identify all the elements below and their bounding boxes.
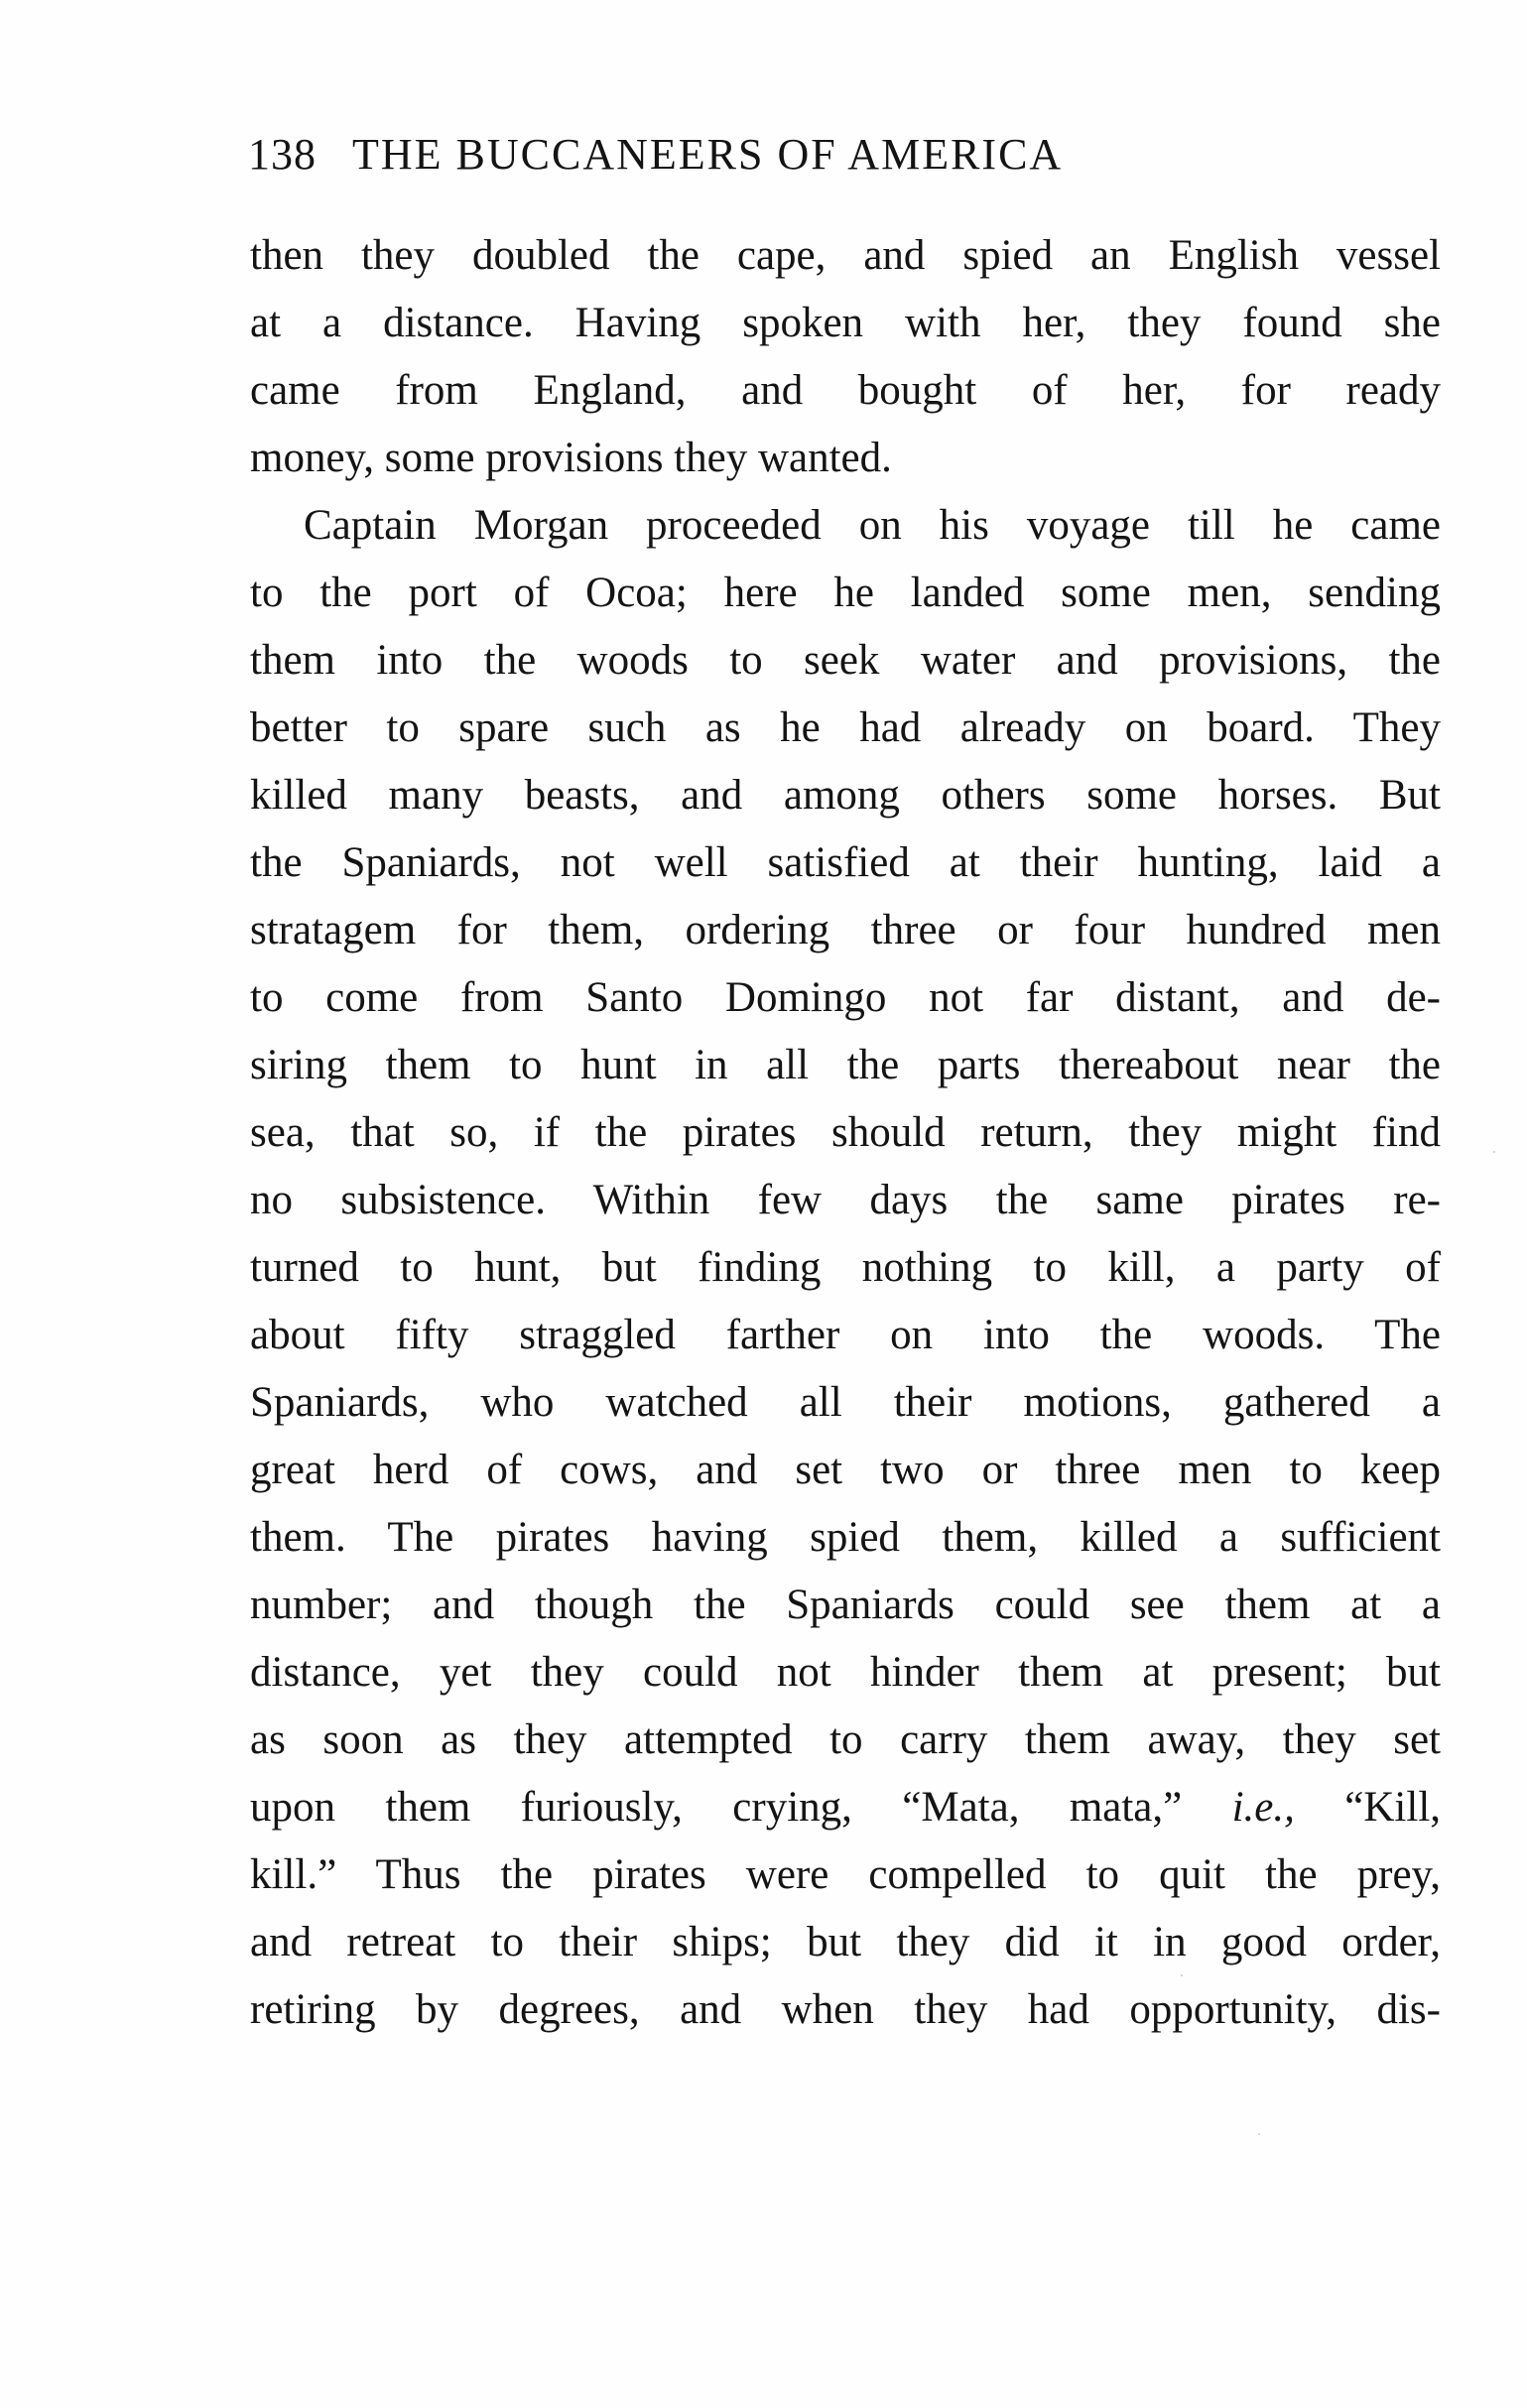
text-line: number; and though the Spaniards could see them at a: [250, 1582, 1441, 1628]
text-line: and retreat to their ships; but they did it in good order,: [250, 1919, 1441, 1965]
line-segment: upon them furiously, crying, “Mata, mata,”: [250, 1784, 1183, 1831]
page-number: 138: [248, 130, 317, 179]
text-line: the Spaniards, not well satisfied at their hunting, laid a: [250, 839, 1441, 886]
text-line: distance, yet they could not hinder them at present; but: [250, 1649, 1441, 1696]
text-line: sea, that so, if the pirates should return, they might find: [250, 1109, 1441, 1156]
line-segment: “Kill,: [1344, 1784, 1442, 1831]
text-line: Spaniards, who watched all their motions, gathered a: [250, 1379, 1441, 1426]
italic-abbreviation: i.e.,: [1231, 1784, 1295, 1831]
text-line: money, some provisions they wanted.: [250, 435, 892, 481]
text-line: siring them to hunt in all the parts thereabout near the: [250, 1042, 1441, 1088]
text-line: great herd of cows, and set two or three men to keep: [250, 1447, 1441, 1493]
text-line: as soon as they attempted to carry them away, they set: [250, 1716, 1441, 1763]
text-line: turned to hunt, but finding nothing to kill, a party of: [250, 1244, 1441, 1291]
text-line: kill.” Thus the pirates were compelled to quit the prey,: [250, 1851, 1441, 1898]
text-line: then they doubled the cape, and spied an English vessel: [250, 232, 1441, 279]
text-line: Captain Morgan proceeded on his voyage till he came: [304, 502, 1441, 549]
text-line: them into the woods to seek water and provisions, the: [250, 637, 1441, 684]
scan-speck: [1181, 1974, 1183, 1976]
text-line: stratagem for them, ordering three or four hundred men: [250, 907, 1441, 953]
body-text: [250, 222, 1441, 2044]
text-line: at a distance. Having spoken with her, they found she: [250, 300, 1441, 346]
text-line: to come from Santo Domingo not far distant, and de-: [250, 974, 1441, 1021]
text-line: them. The pirates having spied them, killed a sufficient: [250, 1514, 1441, 1561]
text-line: about fifty straggled farther on into the woods. The: [250, 1312, 1441, 1358]
text-line: to the port of Ocoa; here he landed some men, sending: [250, 570, 1441, 616]
text-line: retiring by degrees, and when they had opportunity, dis-: [250, 1986, 1441, 2033]
text-line: no subsistence. Within few days the same pirates re-: [250, 1177, 1441, 1223]
scan-speck: [1493, 1151, 1495, 1153]
running-head: [248, 125, 1439, 185]
text-line: came from England, and bought of her, for ready: [250, 367, 1441, 414]
text-line: better to spare such as he had already on board. They: [250, 704, 1441, 751]
scan-speck: [1258, 2133, 1260, 2135]
book-title: THE BUCCANEERS OF AMERICA: [352, 130, 1064, 179]
text-line: killed many beasts, and among others some horses. But: [250, 772, 1441, 819]
text-line-with-italic: [250, 1774, 1441, 1841]
